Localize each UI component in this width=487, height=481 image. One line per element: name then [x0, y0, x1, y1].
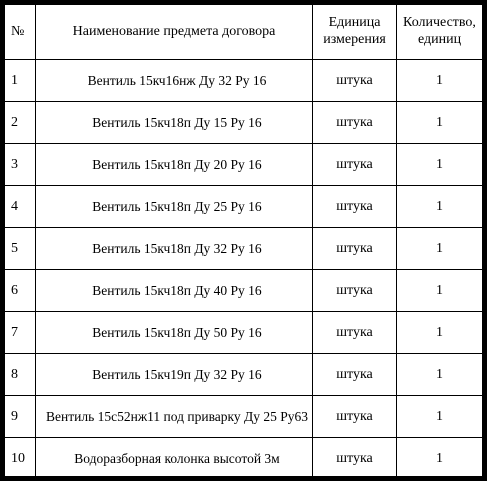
header-item-name: Наименование предмета договора [36, 3, 313, 60]
quantity-cell: 1 [397, 438, 483, 480]
item-name-cell: Водоразборная колонка высотой 3м [36, 438, 313, 480]
row-number-cell: 4 [3, 186, 36, 228]
table-row [3, 102, 483, 144]
row-number-cell: 2 [3, 102, 36, 144]
quantity-cell: 1 [397, 312, 483, 354]
quantity-cell: 1 [397, 60, 483, 102]
row-number-cell: 9 [3, 396, 36, 438]
contract-items-table [2, 2, 483, 480]
row-number-cell: 8 [3, 354, 36, 396]
quantity-cell: 1 [397, 186, 483, 228]
table-row [3, 186, 483, 228]
row-number-cell: 1 [3, 60, 36, 102]
quantity-cell: 1 [397, 144, 483, 186]
table-row [3, 354, 483, 396]
table-row [3, 396, 483, 438]
quantity-cell: 1 [397, 270, 483, 312]
item-name-cell: Вентиль 15кч18п Ду 40 Ру 16 [36, 270, 313, 312]
table-row [3, 270, 483, 312]
item-name-cell: Вентиль 15с52нж11 под приварку Ду 25 Ру63 [36, 396, 313, 438]
table-row [3, 144, 483, 186]
table-header-row [3, 3, 483, 60]
quantity-cell: 1 [397, 396, 483, 438]
row-number-cell: 6 [3, 270, 36, 312]
unit-cell: штука [313, 312, 397, 354]
quantity-cell: 1 [397, 102, 483, 144]
table-row [3, 228, 483, 270]
row-number-cell: 5 [3, 228, 36, 270]
unit-cell: штука [313, 396, 397, 438]
table-row [3, 60, 483, 102]
table-row [3, 312, 483, 354]
header-quantity: Количество, единиц [397, 3, 483, 60]
item-name-cell: Вентиль 15кч18п Ду 25 Ру 16 [36, 186, 313, 228]
unit-cell: штука [313, 144, 397, 186]
item-name-cell: Вентиль 15кч19п Ду 32 Ру 16 [36, 354, 313, 396]
item-name-cell: Вентиль 15кч18п Ду 32 Ру 16 [36, 228, 313, 270]
unit-cell: штука [313, 228, 397, 270]
unit-cell: штука [313, 186, 397, 228]
header-number: № [3, 3, 36, 60]
unit-cell: штука [313, 60, 397, 102]
row-number-cell: 7 [3, 312, 36, 354]
item-name-cell: Вентиль 15кч18п Ду 50 Ру 16 [36, 312, 313, 354]
table-row [3, 438, 483, 480]
item-name-cell: Вентиль 15кч18п Ду 20 Ру 16 [36, 144, 313, 186]
unit-cell: штука [313, 354, 397, 396]
row-number-cell: 3 [3, 144, 36, 186]
unit-cell: штука [313, 102, 397, 144]
item-name-cell: Вентиль 15кч16нж Ду 32 Ру 16 [36, 60, 313, 102]
quantity-cell: 1 [397, 228, 483, 270]
quantity-cell: 1 [397, 354, 483, 396]
item-name-cell: Вентиль 15кч18п Ду 15 Ру 16 [36, 102, 313, 144]
unit-cell: штука [313, 270, 397, 312]
unit-cell: штука [313, 438, 397, 480]
row-number-cell: 10 [3, 438, 36, 480]
header-unit: Единица измерения [313, 3, 397, 60]
